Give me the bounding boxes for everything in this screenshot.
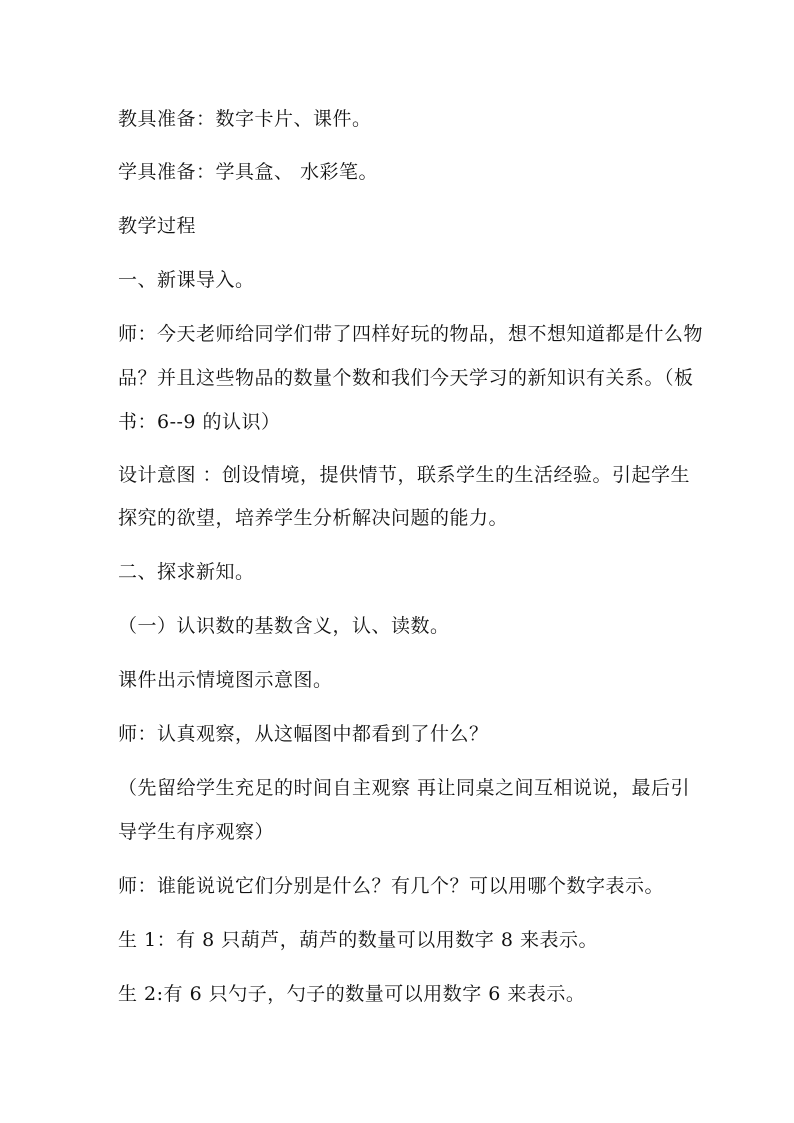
subsection-heading: （一）认识数的基数含义，认、读数。 xyxy=(118,615,450,637)
section-heading-explore: 二、探求新知。 xyxy=(118,561,255,583)
paragraph-line: 师：今天老师给同学们带了四样好玩的物品，想不想知道都是什么物 xyxy=(118,323,704,345)
learning-aids-line: 学具准备：学具盒、 水彩笔。 xyxy=(118,161,379,183)
teaching-aids-line: 教具准备：数字卡片、课件。 xyxy=(118,108,372,130)
paragraph-line: 导学生有序观察） xyxy=(118,821,275,843)
section-heading-intro: 一、新课导入。 xyxy=(118,269,255,291)
paragraph-line: 课件出示情境图示意图。 xyxy=(118,669,333,691)
student-answer-line: 生 2:有 6 只勺子，勺子的数量可以用数字 6 来表示。 xyxy=(118,983,586,1005)
design-intent-line: 设计意图 ：创设情境，提供情节，联系学生的生活经验。引起学生 xyxy=(118,464,691,486)
paragraph-line: 师：认真观察，从这幅图中都看到了什么？ xyxy=(118,723,489,745)
paragraph-line: 师：谁能说说它们分别是什么？有几个？可以用哪个数字表示。 xyxy=(118,875,665,897)
student-answer-line: 生 1：有 8 只葫芦，葫芦的数量可以用数字 8 来表示。 xyxy=(118,929,598,951)
design-intent-line: 探究的欲望，培养学生分析解决问题的能力。 xyxy=(118,507,509,529)
paragraph-line: 品？并且这些物品的数量个数和我们今天学习的新知识有关系。（板 xyxy=(118,367,694,389)
paragraph-line: 书：6--9 的认识） xyxy=(118,411,281,433)
paragraph-line: （先留给学生充足的时间自主观察 再让同桌之间互相说说，最后引 xyxy=(118,777,691,799)
section-heading-process: 教学过程 xyxy=(118,215,197,237)
